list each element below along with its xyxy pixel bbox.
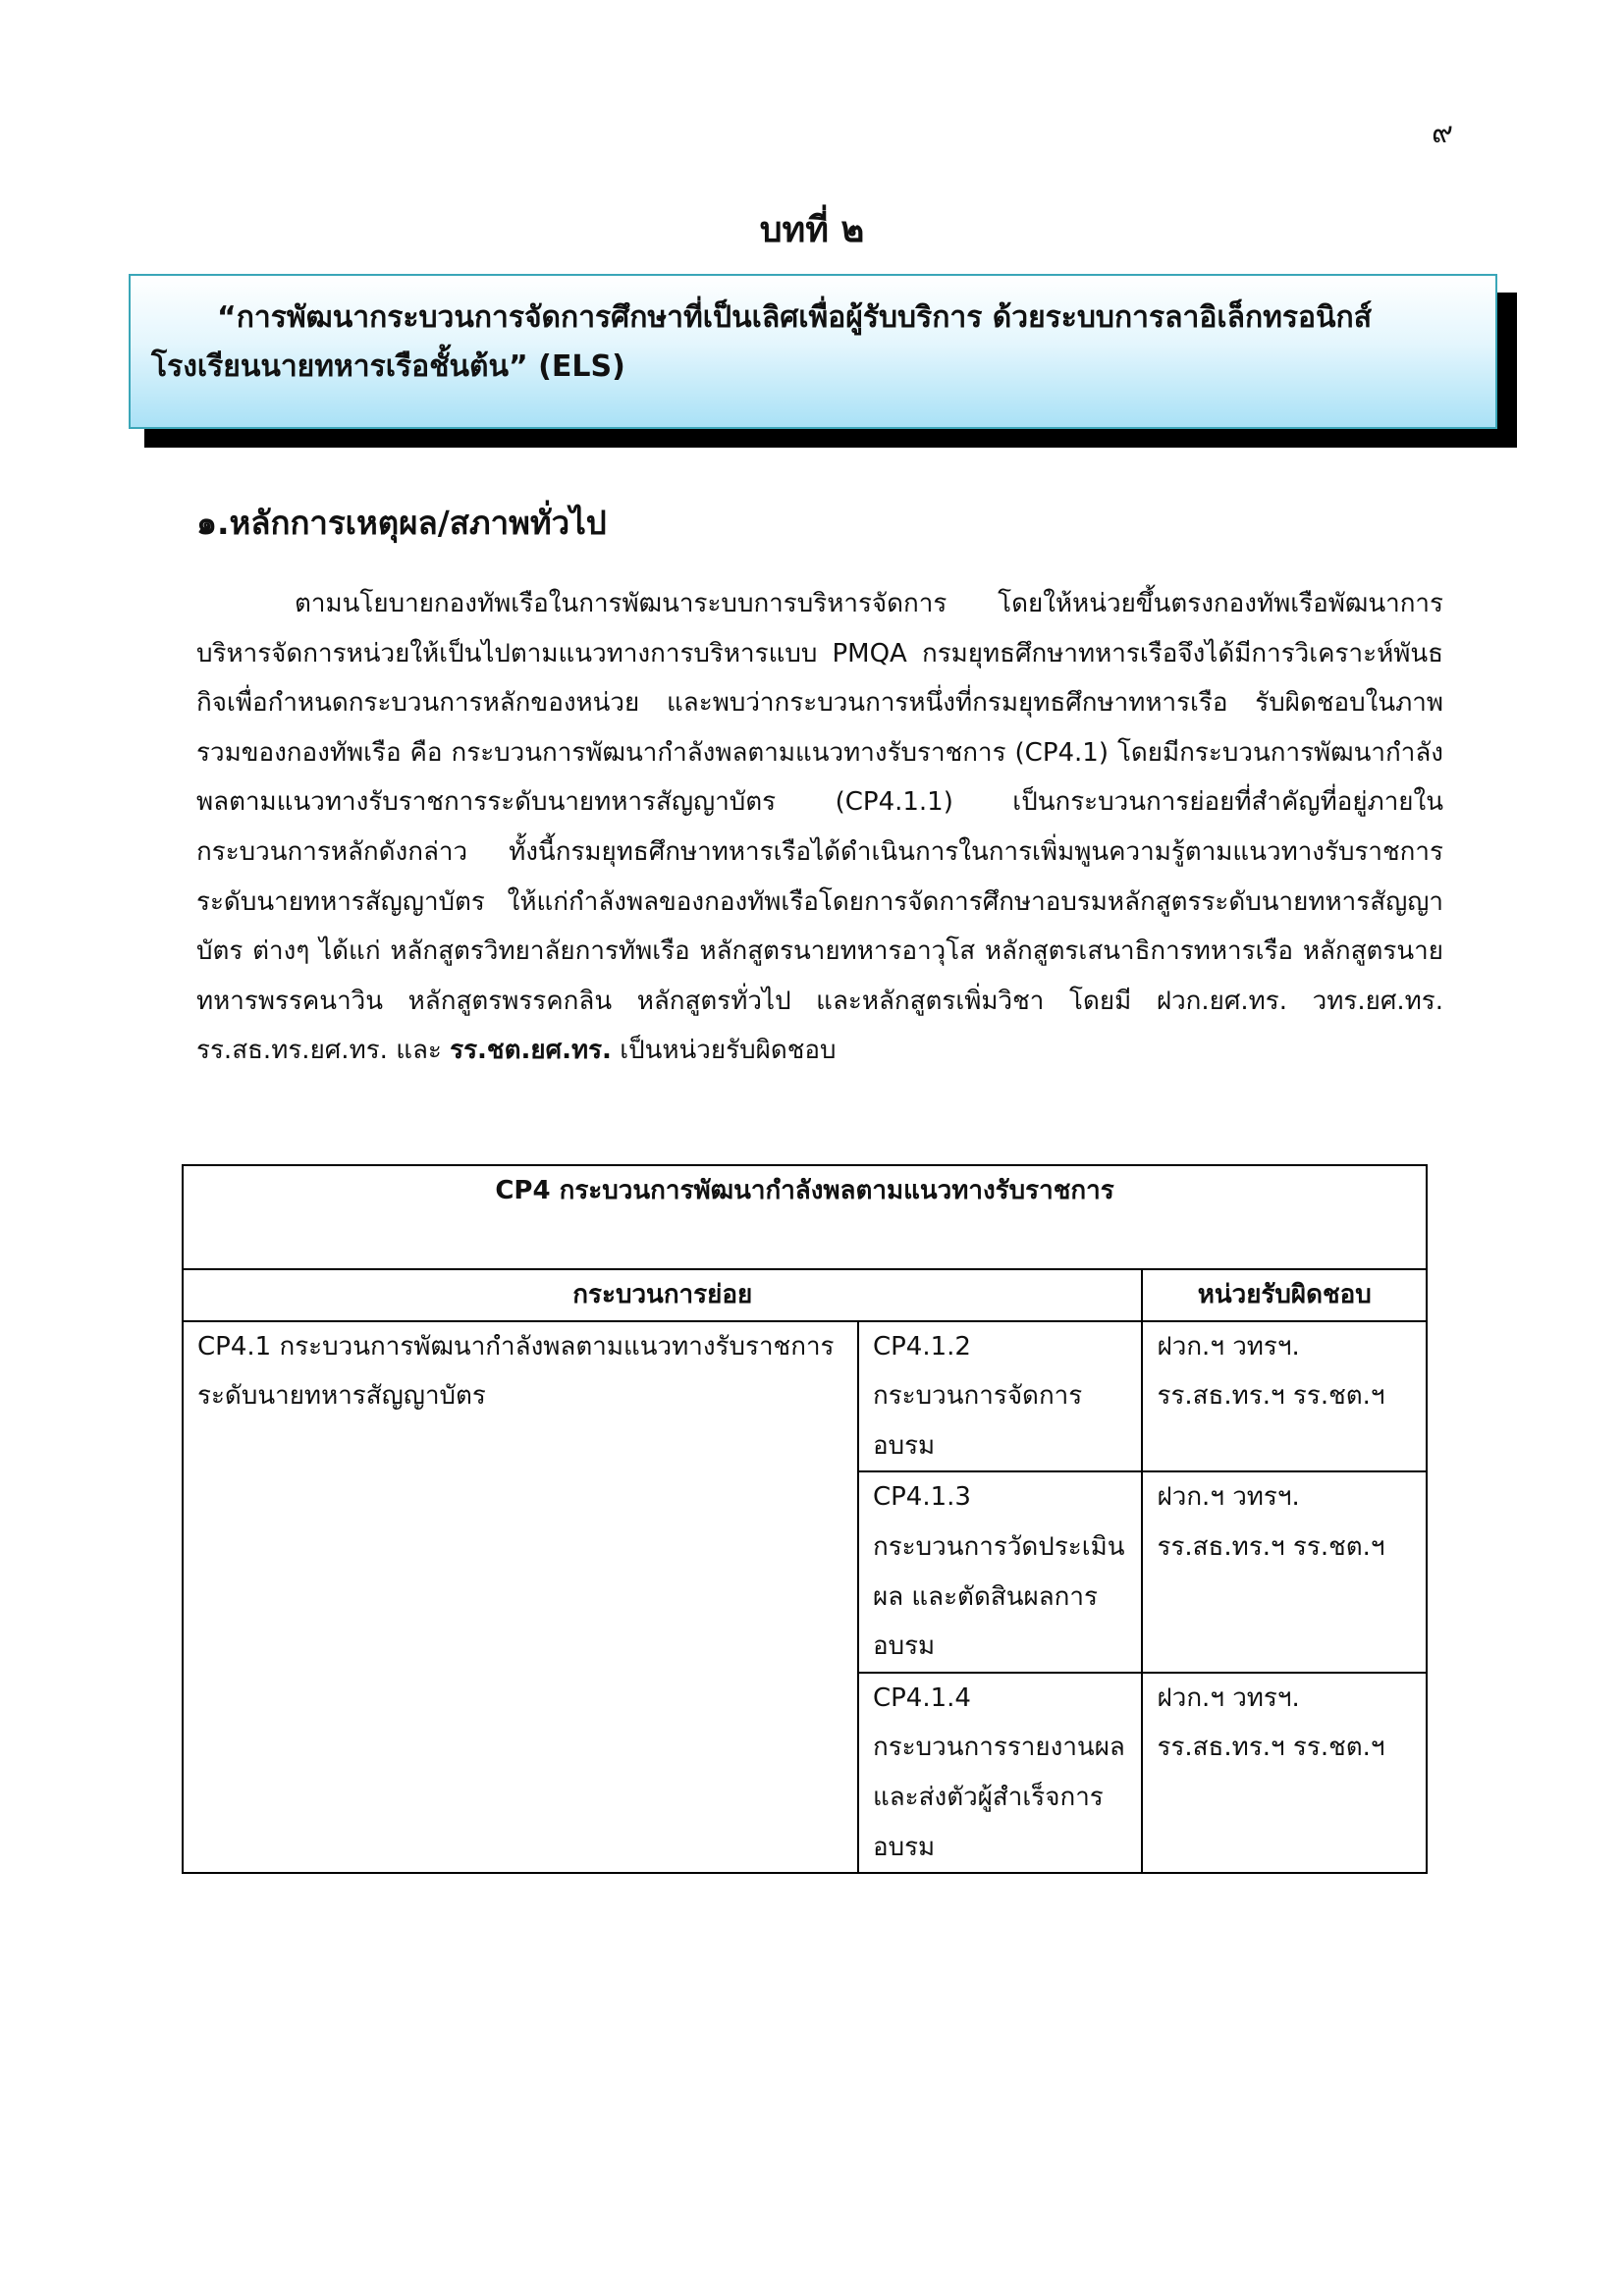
responsible-line-1: ฝวก.ฯ วทรฯ. <box>1157 1331 1300 1362</box>
sub-process-cell <box>858 1471 1143 1672</box>
sub-process-cell <box>858 1673 1143 1873</box>
responsible-cell <box>1142 1673 1427 1873</box>
table-header-row <box>183 1269 1427 1321</box>
table-row <box>183 1321 1427 1472</box>
sub-process-name: กระบวนการรายงานผลและส่งตัวผู้สำเร็จการอบรม <box>872 1733 1125 1862</box>
column-header-sub-process: กระบวนการย่อย <box>183 1269 1142 1321</box>
paragraph-tail: เป็นหน่วยรับผิดชอบ <box>611 1036 837 1066</box>
responsible-line-2: รร.สธ.ทร.ฯ รร.ชต.ฯ <box>1157 1381 1385 1412</box>
chapter-title: บทที่ ๒ <box>759 210 865 250</box>
sub-process-name: กระบวนการจัดการอบรม <box>872 1381 1083 1461</box>
responsible-line-1: ฝวก.ฯ วทรฯ. <box>1157 1482 1300 1513</box>
body-paragraph <box>196 579 1443 1076</box>
page-number: ๙ <box>1432 116 1453 150</box>
title-line-2: โรงเรียนนายทหารเรือชั้นต้น” (ELS) <box>151 349 625 384</box>
process-table <box>182 1164 1428 1874</box>
sub-process-code: CP4.1.2 <box>872 1331 971 1362</box>
table-title-row <box>183 1165 1427 1269</box>
sub-process-code: CP4.1.3 <box>872 1482 971 1513</box>
paragraph-text: ตามนโยบายกองทัพเรือในการพัฒนาระบบการบริหารจัดการ โดยให้หน่วยขึ้นตรงกองทัพเรือพัฒนาการบริหารจัดการหน่วยให้เป็นไปตามแนวทางการบริหารแบบ PMQA กรมยุทธศึกษาทหารเรือจึงได้มีการวิเคราะห์พันธกิจเพื่อกำหนดกระบวนการหลักของหน่วย และพบว่ากระบวนการหนึ่งที่กรมยุทธศึกษาทหารเรือ รับผิดชอบในภาพรวมของกองทัพเรือ คือ กระบวนการพัฒนากำลังพลตามแนวทางรับราชการ (CP4.1) โดยมีกระบวนการพัฒนากำลังพลตามแนวทางรับราชการระดับนายทหารสัญญาบัตร (CP4.1.1) เป็นกระบวนการย่อยที่สำคัญที่อยู่ภายในกระบวนการหลักดังกล่าว ทั้งนี้กรมยุทธศึกษาทหารเรือได้ดำเนินการในการเพิ่มพูนความรู้ตามแนวทางรับราชการระดับนายทหารสัญญาบัตร ให้แก่กำลังพลของกองทัพเรือโดยการจัดการศึกษาอบรมหลักสูตรระดับนายทหารสัญญาบัตร ต่างๆ ได้แก่ หลักสูตรวิทยาลัยการทัพเรือ หลักสูตรนายทหารอาวุโส หลักสูตรเสนาธิการทหารเรือ หลักสูตรนายทหารพรรคนาวิน หลักสูตรพรรคกลิน หลักสูตรทั่วไป และหลักสูตรเพิ่มวิชา โดยมี ฝวก.ยศ.ทร. วทร.ยศ.ทร. รร.สธ.ทร.ยศ.ทร. และ <box>196 589 1443 1066</box>
responsible-line-2: รร.สธ.ทร.ฯ รร.ชต.ฯ <box>1157 1733 1385 1763</box>
title-line-1: “การพัฒนากระบวนการจัดการศึกษาที่เป็นเลิศเพื่อผู้รับบริการ ด้วยระบบการลาอิเล็กทรอนิกส์ <box>217 300 1373 335</box>
sub-process-code: CP4.1.4 <box>872 1682 971 1713</box>
sub-process-cell <box>858 1321 1143 1472</box>
responsible-line-2: รร.สธ.ทร.ฯ รร.ชต.ฯ <box>1157 1531 1385 1562</box>
column-header-responsible: หน่วยรับผิดชอบ <box>1142 1269 1427 1321</box>
sub-process-name: กระบวนการวัดประเมินผล และตัดสินผลการอบรม <box>872 1531 1125 1662</box>
section-heading: ๑.หลักการเหตุผล/สภาพทั่วไป <box>196 504 607 542</box>
parent-process-cell: CP4.1 กระบวนการพัฒนากำลังพลตามแนวทางรับราชการระดับนายทหารสัญญาบัตร <box>183 1321 858 1874</box>
title-box <box>129 274 1497 429</box>
table-title: CP4 กระบวนการพัฒนากำลังพลตามแนวทางรับราชการ <box>183 1165 1427 1269</box>
responsible-cell <box>1142 1321 1427 1472</box>
paragraph-bold-unit: รร.ชต.ยศ.ทร. <box>450 1036 612 1066</box>
responsible-cell <box>1142 1471 1427 1672</box>
responsible-line-1: ฝวก.ฯ วทรฯ. <box>1157 1682 1300 1713</box>
